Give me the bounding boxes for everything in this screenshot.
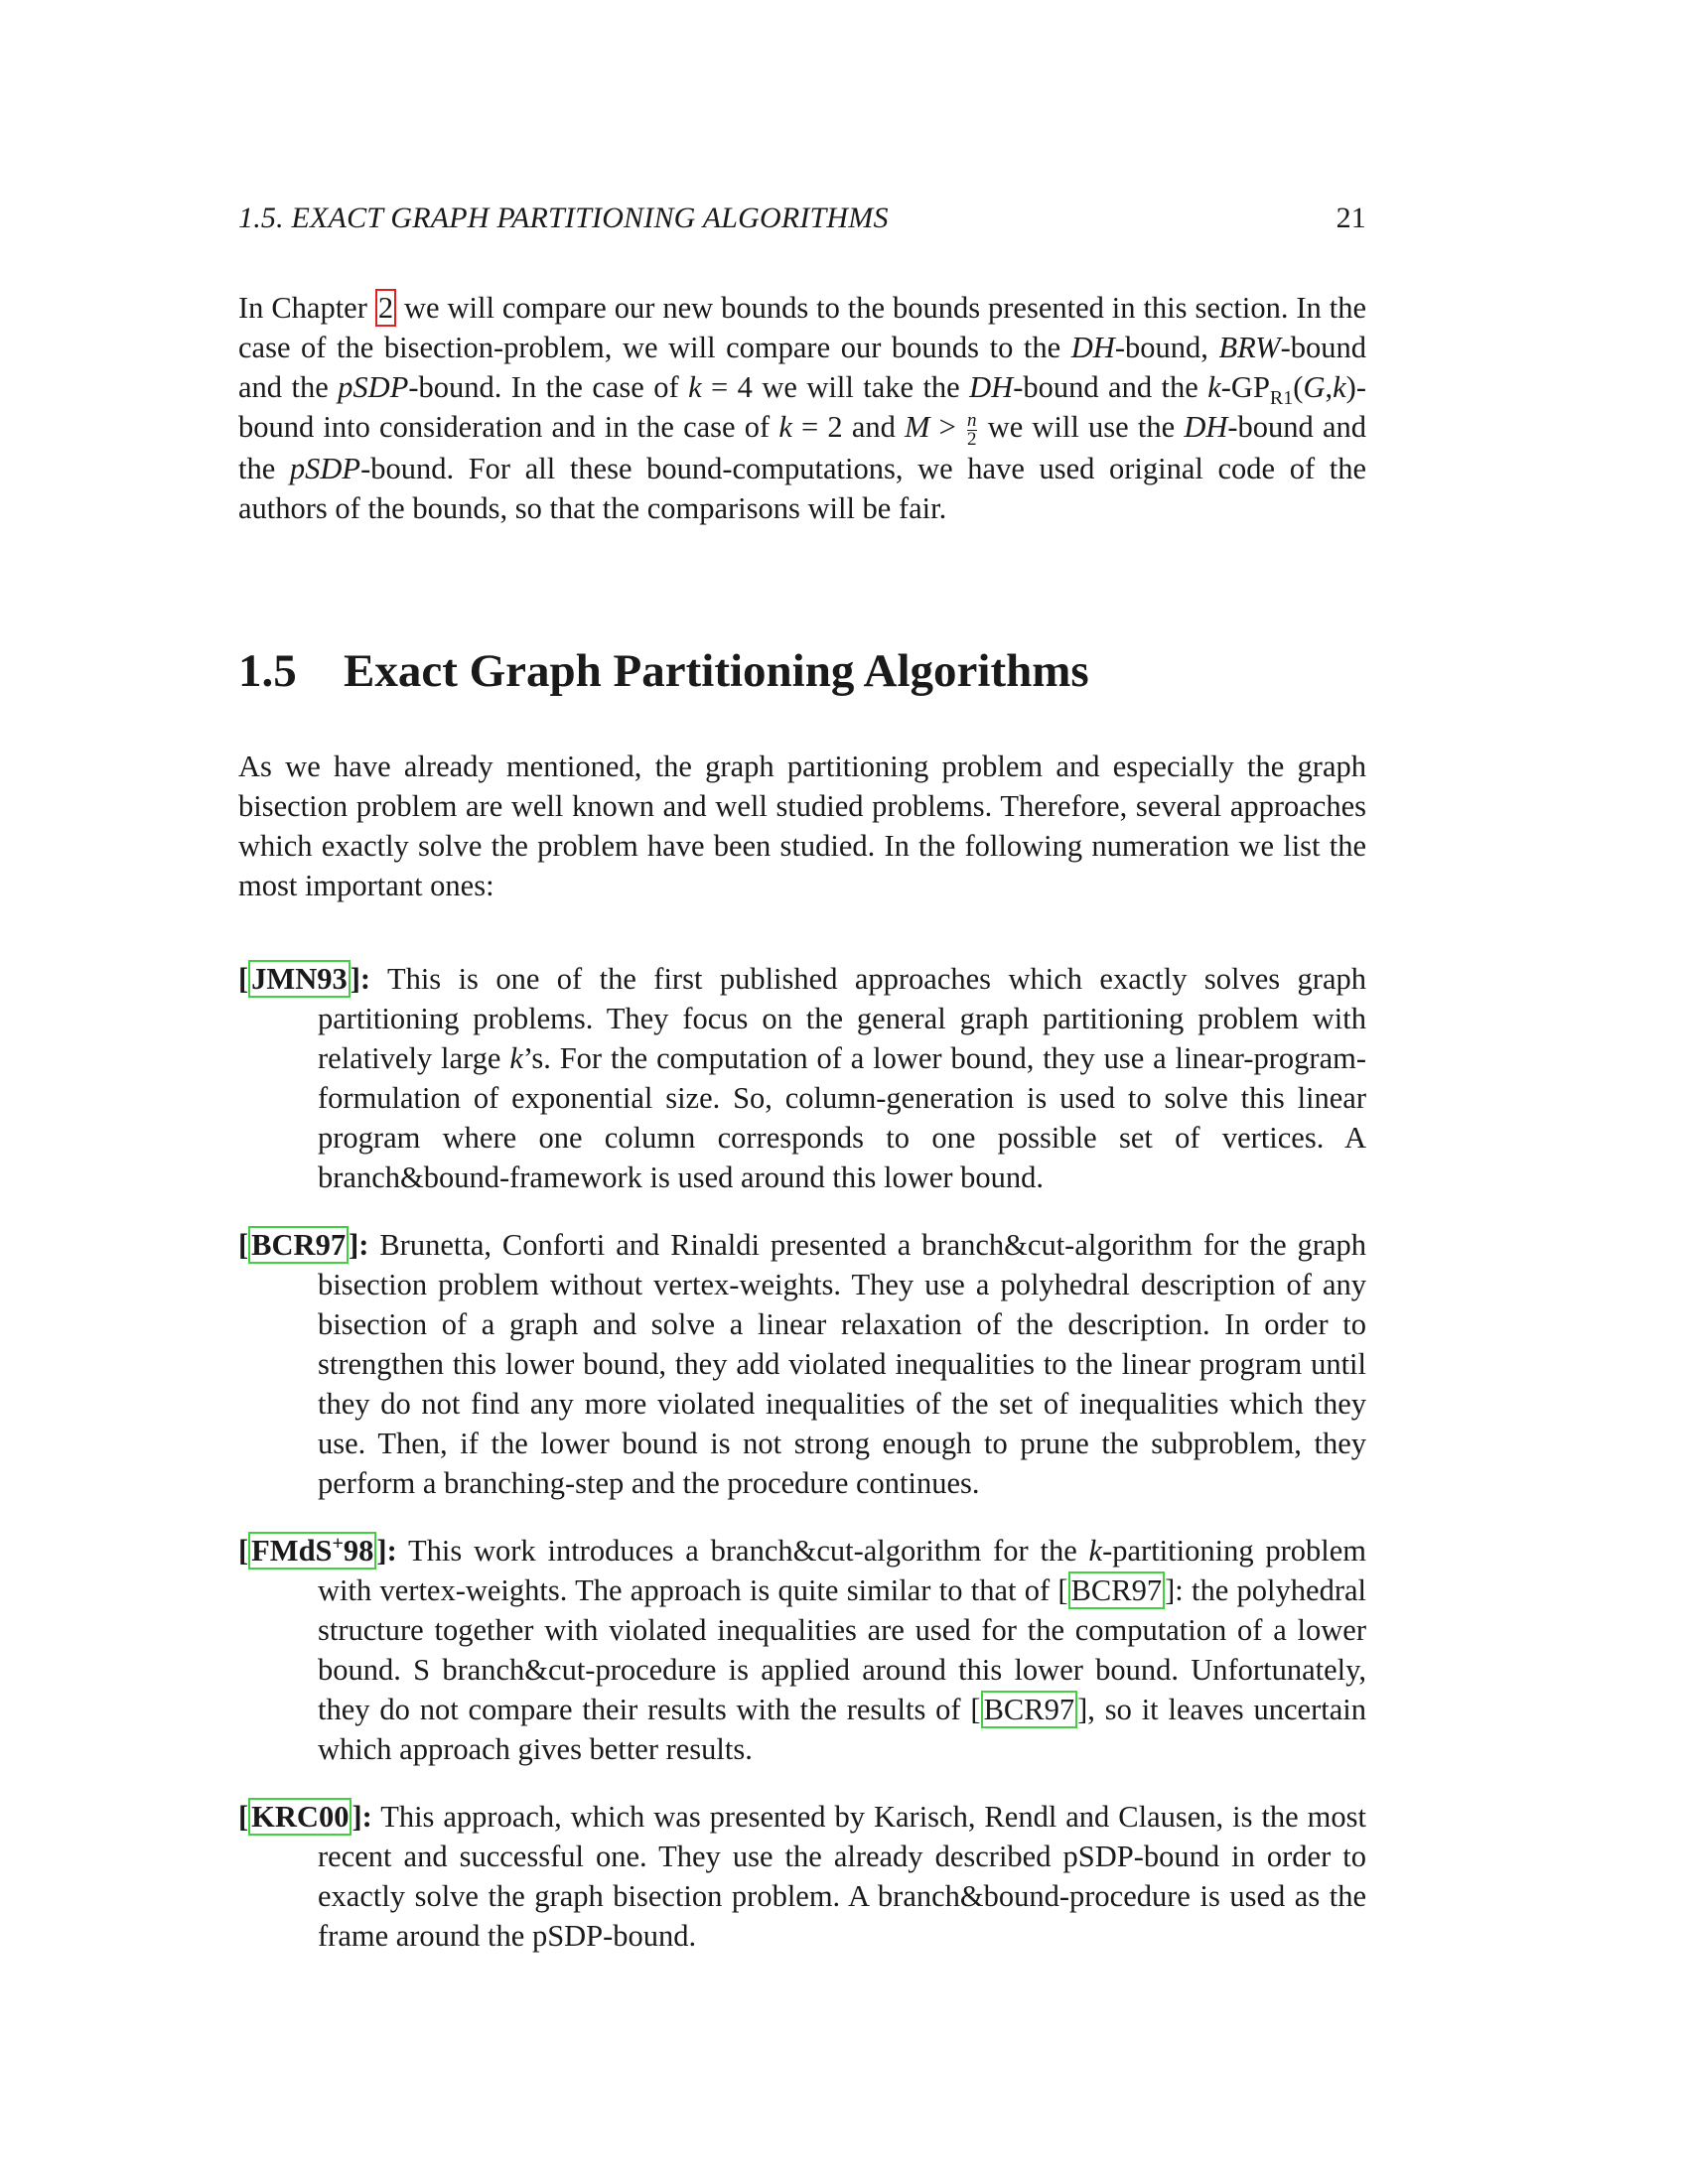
citation-link[interactable]: KRC00 [248,1798,352,1836]
text: = 4 we will take the [701,370,970,404]
math: k [688,370,702,404]
fraction [967,409,977,450]
text: ’s. For the computation of a lower bound, they use a linear-program-formulation of exponential size. So, column-generation is used to solve this linear program where one column corresponds to one possible set of vertices. A branch&bound-framework is used around this lower bound. [318,1041,1366,1194]
math: DH [1070,331,1115,364]
list-item [238,1797,1366,1956]
text: = 2 and [791,410,906,444]
text: we will use the [978,410,1185,444]
citation-link[interactable]: FMdS+98 [248,1532,376,1570]
math: M [905,410,930,444]
text: -bound into consideration and in the case of [238,370,1366,444]
text: -bound. For all these bound-computations, we have used original code of the authors of the bounds, so that the comparisons will be fair. [238,451,1366,525]
list-item [238,1531,1366,1769]
text: -bound, [1114,331,1219,364]
section-heading [238,643,1089,699]
section-title: Exact Graph Partitioning Algorithms [344,645,1089,697]
ref-tag: [FMdS+98]: [238,1532,397,1568]
fraction-denominator: 2 [967,428,977,450]
math: k [1088,1534,1103,1568]
list-item [238,959,1366,1197]
citation-link[interactable]: BCR97 [981,1691,1078,1728]
section-number: 1.5 [238,645,297,697]
text: -bound and the [238,410,1366,485]
text: we will compare our new bounds to the bounds presented in this section. In the case of the bisection-problem, we will compare our bounds to the [238,291,1366,364]
citation-link[interactable]: BCR97 [248,1226,349,1264]
text: ( [1293,370,1304,404]
math: k [1333,370,1346,404]
running-header [238,202,1366,235]
intro-paragraph [238,288,1366,528]
text: In Chapter [238,291,375,325]
citation-link[interactable]: BCR97 [1068,1571,1166,1609]
math: pSDP [289,451,361,485]
running-title: 1.5. EXACT GRAPH PARTITIONING ALGORITHMS [238,202,889,234]
text: This is one of the first published approaches which exactly solves graph partitioning problems. They focus on the general graph partitioning problem with relatively large [318,962,1366,1075]
lead-paragraph [238,747,1366,905]
text: -bound and the [238,331,1366,404]
text: This approach, which was presented by Karisch, Rendl and Clausen, is the most recent and successful one. They use the already described pSDP-bound in order to exactly solve the graph bisection problem. A branch&bound-procedure is used as the frame around the pSDP-bound. [318,1800,1366,1953]
math: k [778,410,792,444]
math: DH [969,370,1014,404]
subscript: R1 [1269,387,1294,410]
math: k [509,1041,523,1075]
text: This work introduces a branch&cut-algorithm for the [396,1534,1089,1568]
ref-tag: [JMN93]: [238,962,371,996]
text: ], so it leaves uncertain which approach gives better results. [318,1693,1366,1766]
math: BRW [1218,331,1281,364]
ref-tag: [KRC00]: [238,1800,372,1834]
text: , [1325,370,1334,404]
lead-text: As we have already mentioned, the graph partitioning problem and especially the graph bisection problem are well known and well studied problems. Therefore, several approaches which exactly solve the problem have been studied. In the following numeration we list the most important ones: [238,750,1366,902]
text: ) [1345,370,1356,404]
fraction-numerator: n [967,409,977,431]
text: -partitioning problem with vertex-weights. The approach is quite similar to that of [ [318,1534,1366,1607]
citation-link[interactable]: JMN93 [248,960,351,998]
math: pSDP [338,370,409,404]
text: ]: the polyhedral structure together with violated inequalities are used for the computation of a lower bound. S branch&cut-procedure is applied around this lower bound. Unfortunately, they do not compare their results with the results of [ [318,1573,1366,1726]
math: G [1303,370,1326,404]
text: -bound. In the case of [408,370,689,404]
text: > [929,410,966,444]
math: DH [1184,410,1228,444]
list-item [238,1225,1366,1503]
math: k [1207,370,1221,404]
chapter-link[interactable]: 2 [375,289,396,327]
reference-list [238,959,1366,1983]
ref-tag: [BCR97]: [238,1228,369,1262]
page-number: 21 [1336,202,1366,234]
text: Brunetta, Conforti and Rinaldi presented a branch&cut-algorithm for the graph bisection problem without vertex-weights. They use a polyhedral description of any bisection of a graph and solve a linear relaxation of the description. In order to strengthen this lower bound, they add violated inequalities to the linear program until they do not find any more violated inequalities of the set of inequalities which they use. Then, if the lower bound is not strong enough to prune the subproblem, they perform a branching-step and the procedure continues. [318,1228,1366,1500]
text: -bound and the [1013,370,1208,404]
text: -GP [1220,370,1270,404]
